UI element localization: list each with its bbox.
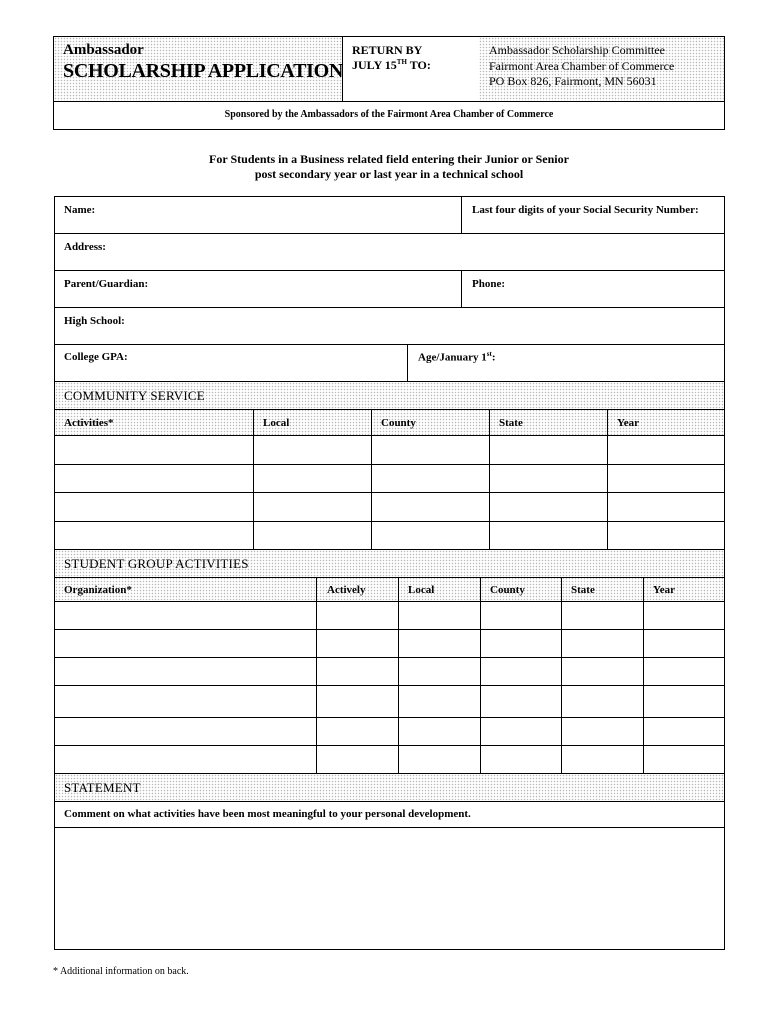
- student-row-4[interactable]: [55, 685, 724, 717]
- header-divider: [54, 101, 724, 102]
- ssn-field[interactable]: [462, 197, 724, 233]
- page-title: SCHOLARSHIP APPLICATION: [63, 60, 344, 82]
- address-label: Address:: [64, 241, 106, 253]
- col-county: County: [490, 584, 525, 596]
- gpa-label: College GPA:: [64, 351, 128, 363]
- community-row-1[interactable]: [55, 435, 724, 464]
- ssn-label: Last four digits of your Social Security Number:: [472, 204, 699, 216]
- address-line-3: PO Box 826, Fairmont, MN 56031: [489, 74, 657, 88]
- address-field[interactable]: [55, 234, 724, 270]
- return-date-month: JULY 15: [352, 58, 397, 72]
- name-label: Name:: [64, 204, 96, 216]
- eligibility-text: [53, 152, 725, 182]
- student-row-2[interactable]: [55, 629, 724, 657]
- student-activities-title: STUDENT GROUP ACTIVITIES: [64, 556, 249, 571]
- return-date: [352, 58, 431, 73]
- student-row-1[interactable]: [55, 601, 724, 629]
- col-local: Local: [408, 584, 435, 596]
- phone-field[interactable]: [462, 271, 724, 307]
- col-year: Year: [653, 584, 675, 596]
- student-col-divider-5: [643, 577, 644, 773]
- student-row-3[interactable]: [55, 657, 724, 685]
- parent-label: Parent/Guardian:: [64, 278, 149, 290]
- gpa-field[interactable]: [55, 345, 407, 381]
- ambassador-label: Ambassador: [63, 42, 144, 58]
- address-line-2: Fairmont Area Chamber of Commerce: [489, 58, 675, 73]
- col-county: County: [381, 417, 416, 429]
- address-line-1: Ambassador Scholarship Committee: [489, 43, 665, 57]
- student-col-divider-3: [480, 577, 481, 773]
- community-col-divider-2: [371, 409, 372, 549]
- student-col-divider-2: [398, 577, 399, 773]
- community-service-title: COMMUNITY SERVICE: [64, 388, 205, 403]
- col-actively: Actively: [327, 584, 366, 596]
- return-by-label: RETURN BY: [352, 43, 423, 57]
- sponsor-line: Sponsored by the Ambassadors of the Fairmont Area Chamber of Commerce: [224, 109, 554, 120]
- footer-note: * Additional information on back.: [53, 966, 189, 977]
- student-row-5[interactable]: [55, 717, 724, 745]
- community-row-4[interactable]: [55, 521, 724, 549]
- community-header-row: [55, 409, 724, 410]
- age-field[interactable]: [408, 345, 724, 381]
- col-state: State: [571, 584, 595, 596]
- eligibility-line-2: post secondary year or last year in a technical school: [254, 167, 524, 181]
- col-state: State: [499, 417, 523, 429]
- col-organization: Organization*: [64, 584, 132, 596]
- student-row-6[interactable]: [55, 745, 724, 773]
- col-local: Local: [263, 417, 290, 429]
- community-row-3[interactable]: [55, 492, 724, 521]
- age-label-colon: :: [491, 351, 496, 364]
- col-activities: Activities*: [64, 417, 114, 429]
- community-col-divider-3: [489, 409, 490, 549]
- student-col-divider-4: [561, 577, 562, 773]
- student-col-divider-1: [316, 577, 317, 773]
- statement-text-area[interactable]: [55, 827, 724, 949]
- high-school-field[interactable]: [55, 308, 724, 344]
- community-row-2[interactable]: [55, 464, 724, 492]
- parent-field[interactable]: [55, 271, 461, 307]
- statement-prompt: Comment on what activities have been most meaningful to your personal development.: [64, 808, 471, 820]
- phone-label: Phone:: [472, 278, 505, 290]
- age-label-suffix: st: [486, 350, 492, 358]
- eligibility-line-1: For Students in a Business related field entering their Junior or Senior: [209, 152, 569, 166]
- community-col-divider-4: [607, 409, 608, 549]
- col-year: Year: [617, 417, 639, 429]
- student-header-row: [55, 577, 724, 578]
- name-field[interactable]: [55, 197, 461, 233]
- return-date-suffix: TH: [396, 58, 407, 66]
- mailing-address: [489, 43, 674, 90]
- statement-title: STATEMENT: [64, 780, 141, 795]
- community-col-divider-1: [253, 409, 254, 549]
- high-school-label: High School:: [64, 315, 125, 327]
- return-date-to: TO:: [406, 58, 431, 72]
- age-label-text: Age/January 1: [418, 351, 487, 364]
